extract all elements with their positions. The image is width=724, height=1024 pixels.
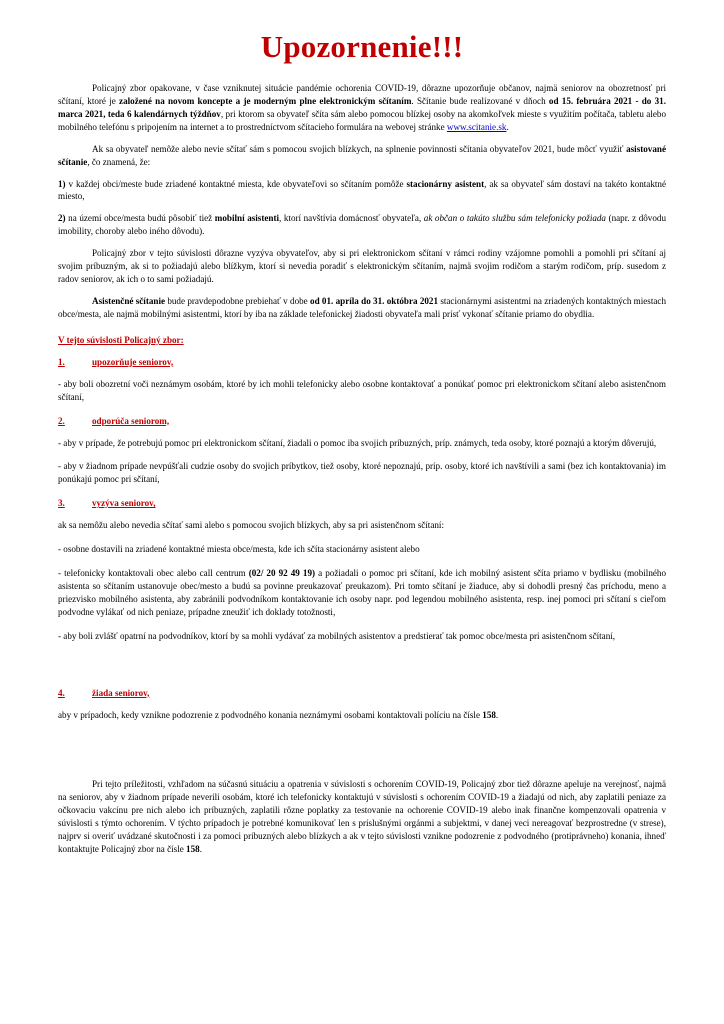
item1-text-1: v každej obci/meste bude zriadené kontaktné miesta, kde obyvateľovi so sčítaním pomôže [65, 178, 407, 189]
intro-bold-1: založené na novom koncepte a je moderným plne elektronickým sčítaním [119, 96, 412, 106]
spacer [58, 654, 666, 676]
item-3-bullet-1: - osobne dostavili na zriadené kontaktné miesta obce/mesta, kde ich sčíta stacionárny asistent alebo [58, 544, 420, 555]
final-text-1: Pri tejto príležitosti, vzhľadom na súčasnú situáciu a opatrenia v súvislosti s ochorením COVID-19, Policajný zbor tiež dôrazne apeluje na verejnosť, najmä na seniorov, aby v žiadnom prípade neverili osobám, ktoré ich telefonicky kontaktujú v súvislosti s ochorením COVID-19 a žiadajú od nich, aby zaplatili peniaze za očkovaciu vakcínu pre nich alebo ich príbuzných, zaplatili rôzne poplatky za testovanie na ochorenie COVID-19 alebo inak finančne kompenzovali opatrenia v súvislosti s týmto ochorením. V týchto prípadoch je potrebné komunikovať len s príslušnými orgánmi a subjektmi, v danej veci nereagovať bezprostredne (v strese), najprv si overiť uvádzané skutočnosti i za pomoci príbuzných alebo blízkych a ak v tejto súvislosti vznikne podozrenie z podvodného (protiprávneho) konania, ihneď kontaktujte Policajný zbor na čísle [58, 779, 666, 854]
item-3-intro: ak sa nemôžu alebo nevedia sčítať sami alebo s pomocou svojich blízkych, aby sa pri asistenčnom sčítaní: [58, 520, 444, 531]
final-text-2: . [199, 844, 202, 854]
scitanie-link[interactable]: www.scitanie.sk [446, 121, 507, 132]
item-4-closing [58, 709, 666, 722]
item2-text-1: na území obce/mesta budú pôsobiť tiež [65, 213, 215, 224]
item-3-bullet-2: - aby boli zvlášť opatrní na podvodníkov, ktorí by sa mohli vydávať za mobilných asistentov a predstierať tak pomoc obce/mesta pri asistenčnom sčítaní, [58, 630, 616, 641]
phone-bullet-text-2: a požiadali o pomoc pri sčítaní, kde ich mobilný asistent sčíta priamo v bydlisku (mobilného asistenta so sčítaním ustanovuje obec/mesto a budú sa povinne preukazovať preukazom). Pri tomto sčítaní je žiaduce, aby si dohodli presný čas príchodu, meno a priezvisko mobilného asistenta, aby zabránili podvodníkom kontaktovanie ich osoby napr. pod legendou mobilného asistenta, resp. inej pomoci pri sčítaní s cieľom podvodne vylákať od nich peniaze, prípadne zneužiť ich doklady totožnosti, [58, 568, 666, 617]
call-centre-number: (02/ 20 92 49 19) [248, 568, 316, 579]
section-heading: V tejto súvislosti Policajný zbor: [58, 334, 184, 345]
item-1-number: 1. [58, 356, 65, 367]
final-police-number-158: 158 [186, 844, 200, 854]
p4-bold-1: Asistenčné sčítanie [92, 295, 166, 306]
list-item-2-heading [58, 416, 666, 426]
intro-text-1: Policajný zbor opakovane, v čase vzniknutej situácie pandémie ochorenia COVID-19, dôrazne upozorňuje občanov, najmä seniorov na obozretnosť pri sčítaní, ktoré je [58, 83, 666, 106]
item1-lead: 1) [58, 178, 66, 189]
item1-bold: stacionárny asistent [406, 178, 485, 189]
p4-text-2: stacionárnymi asistentmi na zriadených kontaktných miestach obce/mesta, ale najmä mobilnými asistentmi, ktorí by iba na základe telefonickej žiadosti obyvateľa mali prísť vykonať sčítanie priamo do obydlia. [58, 295, 666, 319]
item2-italic: ak občan o takúto službu sám telefonicky požiada [423, 213, 606, 224]
item-2-label: odporúča seniorom, [92, 415, 170, 426]
item-3-bullet-phone [58, 567, 666, 619]
item-2-bullet-1: - aby v prípade, že potrebujú pomoc pri elektronickom sčítaní, žiadali o pomoc iba svojich príbuzných, príp. známych, teda osoby, ktoré poznajú a ktorým dôverujú, [58, 437, 657, 448]
p2-text-2: , čo znamená, že: [87, 156, 151, 167]
item2-bold: mobilní asistenti [214, 213, 280, 224]
item4-text-2: . [495, 709, 499, 720]
item-3-label: vyzýva seniorov, [92, 498, 156, 509]
item2-text-3: (napr. z dôvodu imobility, choroby alebo iného dôvodu). [58, 213, 666, 237]
item-1-bullet-1: - aby boli obozretní voči neznámym osobám, ktoré by ich mohli telefonicky alebo osobne kontaktovať a ponúkať pomoc pri elektronickom sčítaní alebo asistenčnom sčítaní, [58, 378, 666, 402]
page-title: Upozornenie!!! [260, 29, 464, 64]
item2-text-2: , ktorí navštívia domácnosť obyvateľa, [279, 213, 424, 224]
item4-text-1: aby v prípadoch, kedy vznikne podozrenie z podvodného konania neznámymi osobami kontaktovali políciu na čísle [58, 709, 483, 720]
paragraph-assisted [58, 143, 666, 169]
item2-lead: 2) [58, 213, 66, 224]
intro-bold-2: od 15. februára 2021 - do 31. marca 2021, teda 6 kalendárnych týždňov [58, 96, 666, 119]
item-1-label: upozorňuje seniorov, [92, 356, 174, 367]
p2-bold: asistované sčítanie [58, 143, 666, 167]
item-4-label: žiada seniorov, [92, 687, 150, 698]
p4-text-1: bude pravdepodobne prebiehať v dobe [165, 295, 311, 306]
paragraph-item-1 [58, 178, 666, 204]
phone-bullet-text-1: - telefonicky kontaktovali obec alebo call centrum [58, 568, 249, 579]
intro-text-4: . [506, 121, 509, 132]
paragraph-appeal: Policajný zbor v tejto súvislosti dôrazne vyzýva obyvateľov, aby si pri elektronickom sčítaní v rámci rodiny vzájomne pomohli a pomohli pri sčítaní aj svojim príbuzným, ak si to požiadajú alebo blížkym, ktorí si nevedia poradiť s elektronickým sčítaním, najmä svojim rodičom a starým rodičom, príp. susedom z radov seniorov, ak ich o to sami požiadajú. [58, 248, 666, 284]
p4-bold-2: od 01. apríla do 31. októbra 2021 [310, 295, 439, 306]
paragraph-final [58, 778, 666, 855]
item-4-number: 4. [58, 687, 65, 698]
paragraph-assistance-period [58, 295, 666, 321]
item-3-number: 3. [58, 498, 65, 509]
police-number-158: 158 [482, 709, 496, 720]
list-item-3-heading [58, 498, 666, 508]
spacer-large [58, 732, 666, 778]
intro-text-3: , pri ktorom sa obyvateľ sčíta sám alebo pomocou blízkej osoby na akomkoľvek mieste s využitím počítača, tabletu alebo mobilného telefónu s pripojením na internet a to prostredníctvom sčítacieho formulára na webovej stránke [58, 108, 666, 132]
paragraph-item-2 [58, 212, 666, 238]
item-2-bullet-2: - aby v žiadnom prípade nevpúšťali cudzie osoby do svojich príbytkov, tiež osoby, ktoré nepoznajú, príp. osoby, ktoré ich navštívili a sami (bez ich kontaktovania) im ponúkajú pomoc pri sčítaní, [58, 461, 666, 485]
paragraph-intro [58, 82, 666, 134]
intro-text-2: . Sčítanie bude realizované v dňoch [411, 96, 549, 106]
item-2-number: 2. [58, 415, 65, 426]
p2-text-1: Ak sa obyvateľ nemôže alebo nevie sčítať sám s pomocou svojich blízkych, na splnenie povinnosti sčítania obyvateľov 2021, bude môcť využiť [92, 143, 627, 154]
list-item-1-heading [58, 357, 666, 367]
item1-text-2: , ak sa obyvateľ sám dostaví na takéto kontaktné miesto, [58, 178, 667, 202]
list-item-4-heading [58, 688, 666, 698]
